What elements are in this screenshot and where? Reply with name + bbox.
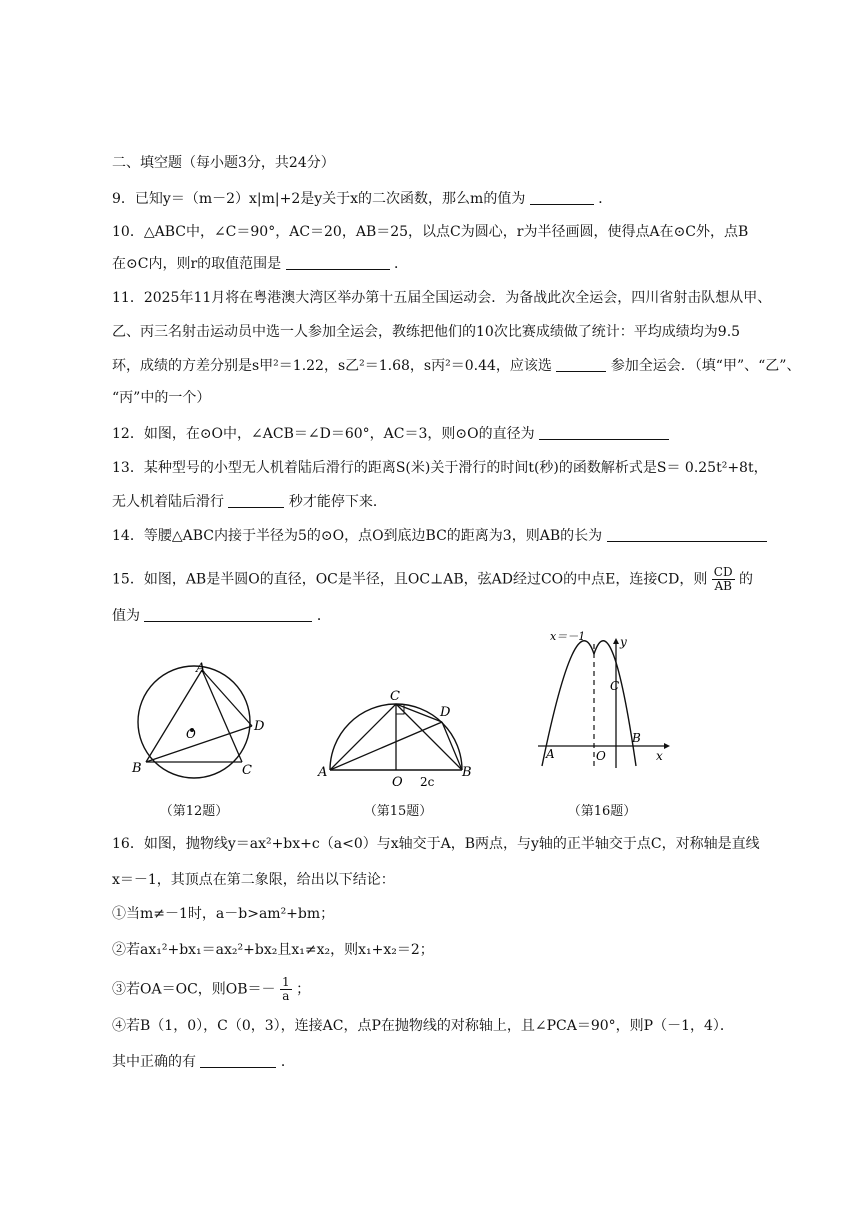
question-11-line4: “丙”中的一个） [112, 390, 211, 406]
question-16-item2: ②若ax₁²+bx₁＝ax₂²+bx₂且x₁≠x₂，则x₁+x₂＝2； [112, 942, 434, 958]
label-c: C [390, 689, 400, 704]
figure-12 [130, 658, 270, 786]
label-symmetry-axis: x＝－1 [550, 630, 586, 643]
figure-12-caption: （第12题） [159, 804, 229, 819]
question-9 [112, 189, 612, 209]
q16-item3-end: ； [296, 981, 311, 998]
q15-text: 15．如图，AB是半圆O的直径，OC是半径，且OC⊥AB，弦AD经过CO的中点E，连接CD，则 [112, 571, 708, 588]
question-16-line1: 16．如图，抛物线y＝ax²+bx+c（a<0）与x轴交于A，B两点，与y轴的正半轴交于点C，对称轴是直线 [112, 836, 760, 852]
question-12 [112, 424, 669, 444]
label-a: A [546, 747, 555, 761]
label-a: A [318, 765, 328, 780]
q14-text: 14．等腰△ABC内接于半径为5的⊙O，点O到底边BC的距离为3，则AB的长为 [112, 528, 603, 544]
segment-bd [146, 726, 252, 762]
question-16-item4: ④若B（1，0），C（0，3），连接AC，点P在抛物线的对称轴上，且∠PCA＝90°，则P（－1，4）． [112, 1018, 734, 1034]
label-a: A [196, 661, 206, 676]
parabola-curve [542, 641, 636, 766]
label-d: D [440, 705, 451, 720]
label-o: O [596, 749, 606, 763]
segment-db [442, 722, 462, 770]
question-13-line1: 13．某种型号的小型无人机着陆后滑行的距离S(米)关于滑行的时间t(秒)的函数解析式是S＝ 0.25t²+8t， [112, 460, 768, 476]
question-16-line2: x＝－1，其顶点在第二象限，给出以下结论： [112, 872, 395, 888]
q10-text: 在⊙C内，则r的取值范围是 [112, 256, 282, 272]
question-10-line2 [112, 254, 408, 274]
handwritten-note: 2c [420, 775, 435, 789]
label-d: D [254, 719, 265, 734]
q9-text: 9．已知y＝（m－2）x|m|+2是y关于x的二次函数，那么m的值为 [112, 191, 526, 207]
q15-fraction [712, 566, 735, 593]
q13-answer-blank[interactable] [228, 493, 284, 508]
q15-dot: ． [316, 608, 331, 624]
label-o: O [392, 775, 403, 790]
segment-ac [202, 670, 242, 762]
y-axis-arrow [613, 638, 619, 644]
q16-item3-fraction [280, 976, 292, 1003]
q13-text-after: 秒才能停下来． [288, 494, 387, 510]
question-10-line1: 10．△ABC中，∠C＝90°，AC＝20，AB＝25，以点C为圆心，r为半径画圆，使得点A在⊙C外，点B [112, 224, 749, 240]
question-11-line3 [112, 356, 800, 376]
q12-text: 12．如图，在⊙O中，∠ACB＝∠D＝60°，AC＝3，则⊙O的直径为 [112, 426, 535, 442]
label-c: C [242, 763, 252, 778]
q16-item3-text: ③若OA＝OC，则OB＝－ [112, 981, 276, 998]
q11-answer-blank[interactable] [556, 357, 606, 372]
segment-cd [396, 704, 442, 722]
q15-frac-numerator: CD [713, 565, 733, 579]
q16-answer-text: 其中正确的有 [112, 1054, 196, 1070]
q16-answer-blank[interactable] [200, 1053, 276, 1068]
label-b: B [462, 765, 472, 780]
q12-answer-blank[interactable] [539, 425, 669, 440]
figure-15-caption: （第15题） [363, 804, 433, 819]
label-o: O [186, 727, 196, 741]
q9-dot: ． [598, 191, 613, 207]
label-x: x [656, 749, 663, 763]
q11-text-after: 参加全运会．（填“甲”、“乙”、 [610, 358, 801, 374]
segment-ac [330, 704, 396, 770]
label-b: B [632, 731, 641, 745]
question-16-answer-line [112, 1052, 295, 1072]
figure-15 [316, 686, 482, 796]
q14-answer-blank[interactable] [607, 527, 767, 542]
question-15-line1 [112, 566, 753, 593]
q16-frac-numerator: 1 [282, 975, 290, 989]
question-16-item3 [112, 976, 310, 1003]
figure-16 [536, 630, 670, 774]
q15-frac-denominator: AB [714, 579, 732, 593]
q10-answer-blank[interactable] [286, 255, 390, 270]
figure-12-drawing [130, 658, 270, 782]
question-16-item1: ①当m≠－1时，a－b>am²+bm； [112, 906, 335, 922]
q11-text: 环，成绩的方差分别是s甲²＝1.22，s乙²＝1.68，s丙²＝0.44，应该选 [112, 358, 552, 374]
question-14 [112, 526, 767, 546]
q15-text-after: 的 [739, 571, 754, 588]
question-11-line2: 乙、丙三名射击运动员中选一人参加全运会，教练把他们的10次比赛成绩做了统计：平均成绩均为9.5 [112, 324, 741, 340]
segment-ab [146, 670, 202, 762]
question-11-line1: 11．2025年11月将在粤港澳大湾区举办第十五届全国运动会．为备战此次全运会，四川省射击队想从甲、 [112, 290, 772, 306]
q13-text: 无人机着陆后滑行 [112, 494, 224, 510]
q10-dot: ． [394, 256, 409, 272]
q16-dot: ． [280, 1054, 295, 1070]
q16-frac-denominator: a [282, 989, 290, 1003]
figure-15-drawing [316, 686, 482, 792]
question-13-line2 [112, 492, 387, 512]
label-c: C [610, 679, 620, 693]
label-y: y [620, 635, 627, 649]
q15-text-2: 值为 [112, 608, 140, 624]
question-15-line2 [112, 606, 331, 626]
label-b: B [132, 761, 142, 776]
figure-16-drawing [536, 630, 670, 770]
figure-16-caption: （第16题） [567, 804, 637, 819]
q9-answer-blank[interactable] [530, 190, 594, 205]
section-heading: 二、填空题（每小题3分，共24分） [112, 155, 335, 171]
q15-answer-blank[interactable] [144, 607, 312, 622]
chord-ad [330, 722, 442, 770]
x-axis-arrow [664, 743, 670, 749]
